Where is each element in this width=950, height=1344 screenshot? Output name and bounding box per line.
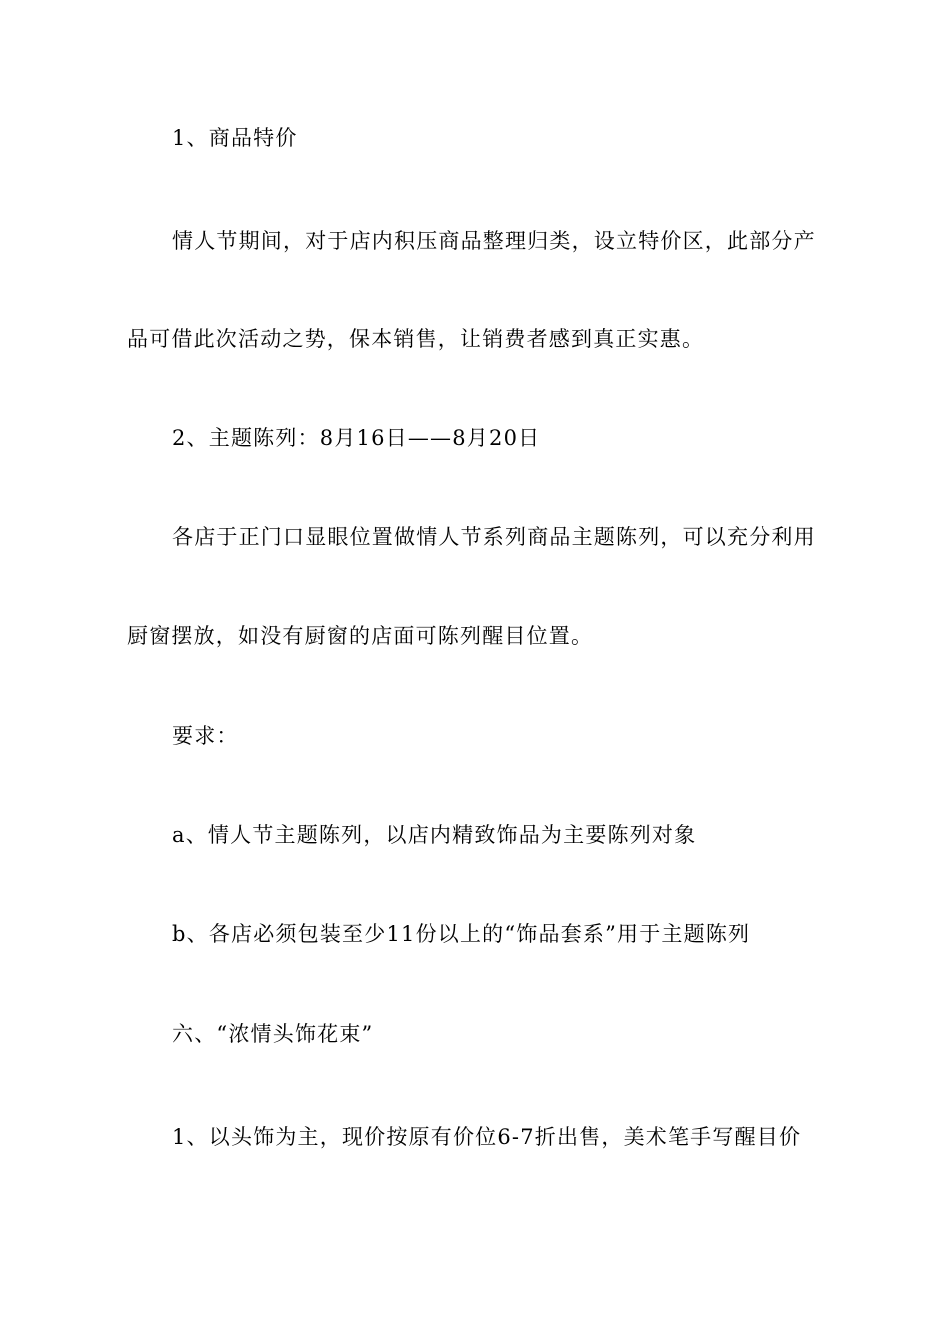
list-item: a、情人节主题陈列，以店内精致饰品为主要陈列对象	[172, 823, 697, 847]
requirements-label: 要求：	[172, 724, 239, 748]
paragraph-line: 情人节期间，对于店内积压商品整理归类，设立特价区，此部分产	[172, 229, 816, 253]
paragraph-line: 厨窗摆放，如没有厨窗的店面可陈列醒目位置。	[127, 624, 594, 648]
section-heading-theme-display: 2、主题陈列：8月16日——8月20日	[172, 426, 541, 450]
paragraph-line: 1、以头饰为主，现价按原有价位6-7折出售，美术笔手写醒目价	[172, 1125, 802, 1149]
section-heading-hair-accessory-bouquet: 六、“浓情头饰花束”	[172, 1022, 374, 1046]
section-heading-special-price: 1、商品特价	[172, 126, 298, 150]
paragraph-line: 各店于正门口显眼位置做情人节系列商品主题陈列，可以充分利用	[172, 525, 816, 549]
paragraph-line: 品可借此次活动之势，保本销售，让销费者感到真正实惠。	[127, 327, 705, 351]
list-item: b、各店必须包装至少11份以上的“饰品套系”用于主题陈列	[172, 922, 751, 946]
